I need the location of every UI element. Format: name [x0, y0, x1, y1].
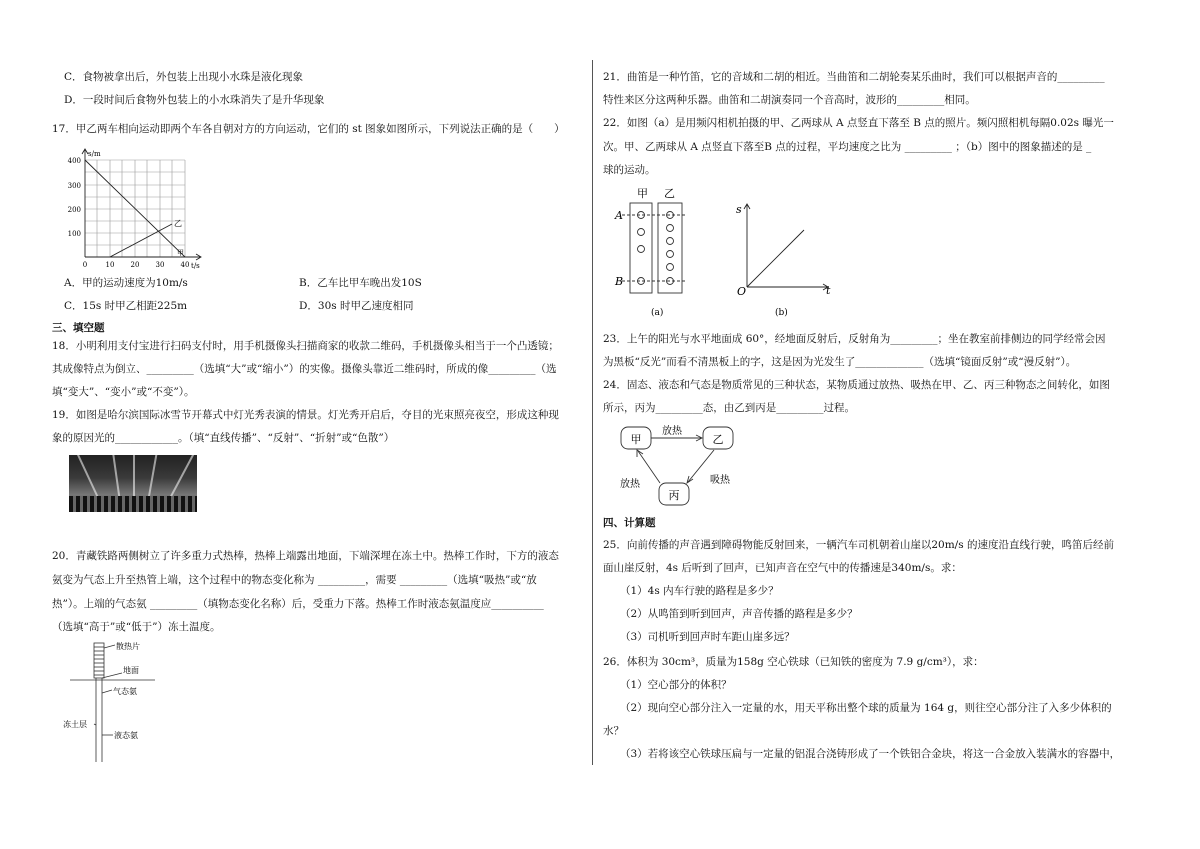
q25-line1: 25．向前传播的声音遇到障碍物能反射回来，一辆汽车司机朝着山崖以20m/s 的速度沿直线行驶，鸣笛后经前: [603, 539, 1114, 551]
q16-option-c: C．食物被拿出后，外包装上出现小水珠是液化现象: [64, 71, 304, 83]
svg-text:20: 20: [130, 261, 140, 269]
q24-line1: 24．固态、液态和气态是物质常见的三种状态，某物质通过放热、吸热在甲、乙、丙三种物态之间转化，如图: [603, 379, 1110, 391]
column-divider: [592, 60, 593, 765]
svg-text:乙: 乙: [712, 433, 724, 446]
light-show-photo: [69, 455, 197, 512]
q26-line1: 26．体积为 30cm³，质量为158g 空心铁球（已知铁的密度为 7.9 g/cm³），求：: [603, 656, 984, 668]
svg-text:放热: 放热: [662, 426, 682, 437]
q19-line1: 19．如图是哈尔滨国际冰雪节开幕式中灯光秀表演的情景。灯光秀开启后，夺目的光束照亮夜空，形成这种现: [52, 409, 559, 421]
q18-line1: 18．小明利用支付宝进行扫码支付时，用手机摄像头扫描商家的收款二维码，手机摄像头相当于一个凸透镜；: [52, 340, 559, 352]
svg-text:s: s: [736, 203, 742, 216]
x-axis-label: t/s: [191, 262, 200, 270]
svg-text:甲: 甲: [630, 433, 642, 446]
label-yi: 乙: [174, 219, 182, 228]
svg-text:t: t: [826, 284, 831, 297]
q17-option-c: C．15s 时甲乙相距225m: [64, 300, 188, 312]
q25-sub1: （1）4s 内车行驶的路程是多少？: [620, 585, 779, 597]
svg-text:甲: 甲: [637, 187, 648, 200]
svg-text:B: B: [615, 275, 624, 288]
svg-text:0: 0: [82, 261, 88, 269]
svg-text:40: 40: [180, 261, 190, 269]
q20-line1: 20．青藏铁路两侧树立了许多重力式热棒，热棒上端露出地面，下端深埋在冻土中。热棒工作时，下方的液态: [52, 550, 559, 562]
q23-line1: 23．上午的阳光与水平地面成 60°，经地面反射后，反射角为_________；坐在教室前排侧边的同学经常会因: [603, 333, 1106, 345]
q26-sub2-line1: （2）现向空心部分注入一定量的水，用天平称出整个球的质量为 164 g，则往空心部分注了入多少体积的: [620, 702, 1112, 714]
q22-line1: 22．如图（a）是用频闪相机拍摄的甲、乙两球从 A 点竖直下落至 B 点的照片。频闪照相机每隔0.02s 曝光一: [603, 117, 1114, 129]
svg-text:100: 100: [67, 230, 81, 238]
svg-text:10: 10: [105, 261, 115, 269]
label-jia: 甲: [177, 249, 184, 257]
q25-line2: 面山崖反射，4s 后听到了回声，已知声音在空气中的传播速是340m/s。求：: [603, 562, 962, 574]
svg-text:冻土层: 冻土层: [63, 720, 87, 729]
q25-sub2: （2）从鸣笛到听到回声，声音传播的路程是多少？: [620, 608, 858, 620]
q17-option-a: A．甲的运动速度为10m/s: [64, 277, 188, 289]
svg-text:吸热: 吸热: [710, 475, 730, 486]
line-yi: [110, 224, 172, 257]
q22-line2: 次。甲、乙两球从 A 点竖直下落至B 点的过程，平均速度之比为 _________ ；（b）图中的图象描述的是 _: [603, 141, 1092, 153]
q23-line2: 为黑板“反光”而看不清黑板上的字，这是因为光发生了_____________（选填“镜面反射”或“漫反射”）。: [603, 356, 1077, 368]
svg-text:200: 200: [67, 206, 81, 214]
q17-option-b: B．乙车比甲车晚出发10S: [299, 277, 422, 289]
q21-line2: 特性来区分这两种乐器。曲笛和二胡演奏同一个音高时，波形的_________相同。: [603, 94, 976, 106]
q22-figure: [612, 185, 842, 320]
svg-text:(b): (b): [775, 308, 788, 318]
q17-st-chart: [60, 145, 220, 270]
heat-pipe-diagram: [60, 640, 180, 765]
q21-line1: 21．曲笛是一种竹笛，它的音域和二胡的相近。当曲笛和二胡轮奏某乐曲时，我们可以根据声音的_________: [603, 71, 1105, 83]
svg-text:300: 300: [67, 182, 81, 190]
q17-stem: 17．甲乙两车相向运动即两个车各自朝对方的方向运动，它们的 st 图象如图所示，下列说法正确的是（ ）: [52, 123, 565, 135]
svg-text:散热片: 散热片: [116, 642, 140, 651]
svg-text:液态氨: 液态氨: [114, 731, 138, 740]
q20-line3: 热”）。上端的气态氨 _________（填物态变化名称）后，受重力下落。热棒工作时液态氨温度应__________: [52, 598, 544, 610]
q25-sub3: （3）司机听到回声时车距山崖多远？: [620, 631, 795, 643]
q19-line2: 象的原因光的____________。（填“直线传播”、“反射”、“折射”或“色散”）: [52, 432, 395, 444]
section-fill-blank: 三、填空题: [52, 322, 105, 334]
section-calculation: 四、计算题: [603, 517, 656, 529]
q18-line3: 填“变大”、“变小”或“不变”）。: [52, 386, 195, 398]
q20-line4: （选填“高于”或“低于”）冻土温度。: [52, 621, 221, 633]
svg-text:(a): (a): [651, 308, 664, 318]
svg-text:乙: 乙: [664, 187, 675, 200]
svg-text:地面: 地面: [123, 666, 139, 675]
svg-text:A: A: [615, 209, 623, 222]
q17-option-d: D．30s 时甲乙速度相同: [299, 300, 414, 312]
q20-line2: 氨变为气态上升至热管上端，这个过程中的物态变化称为 _________，需要 _________（选填“吸热”或“放: [52, 574, 537, 586]
svg-text:气态氨: 气态氨: [113, 687, 137, 696]
q22-line3: 球的运动。: [603, 164, 656, 176]
svg-text:放热: 放热: [620, 479, 640, 490]
state-change-diagram: [618, 423, 748, 511]
svg-text:30: 30: [155, 261, 165, 269]
q26-sub2-line2: 水？: [603, 725, 624, 737]
y-axis-label: s/m: [88, 150, 101, 158]
svg-text:丙: 丙: [668, 489, 680, 502]
svg-text:O: O: [737, 285, 747, 298]
q26-sub1: （1）空心部分的体积？: [620, 679, 732, 691]
svg-text:400: 400: [67, 157, 81, 165]
q26-sub3: （3）若将该空心铁球压扁与一定量的铝混合浇铸形成了一个铁铝合金块，将这一合金放入装满水的容器中，: [620, 748, 1121, 760]
q24-line2: 所示，丙为_________态，由乙到丙是_________过程。: [603, 402, 855, 414]
q18-line2: 其成像特点为倒立、_________（选填“大”或“缩小”）的实像。摄像头靠近二维码时，所成的像_________（选: [52, 363, 557, 375]
q16-option-d: D．一段时间后食物外包装上的小水珠消失了是升华现象: [64, 94, 325, 106]
